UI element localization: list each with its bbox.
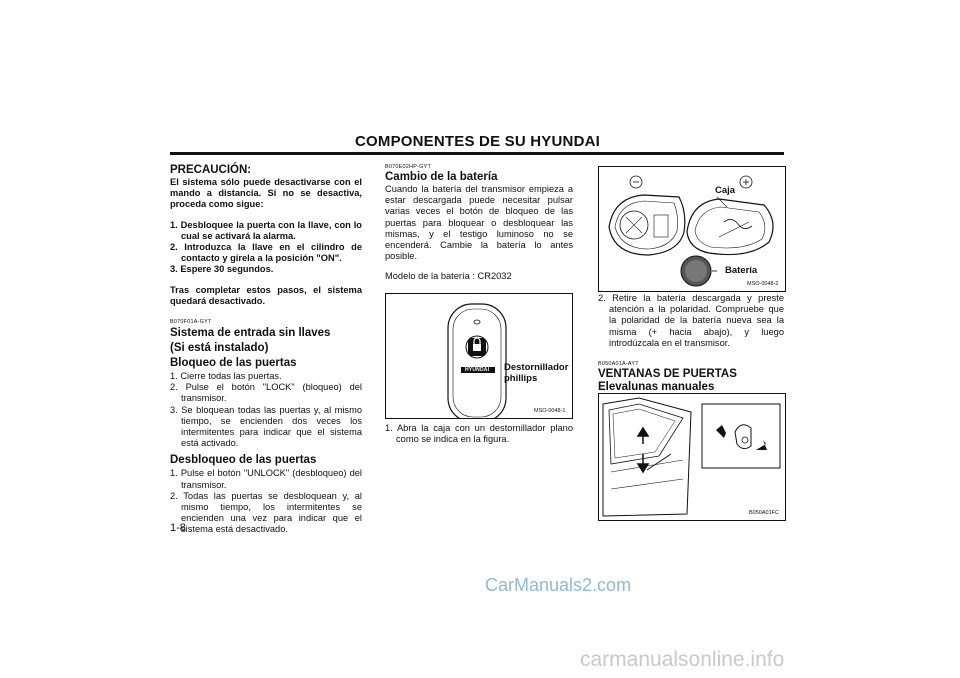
figure-code: B050A01FC: [749, 510, 779, 516]
precaution-step: 2. Introduzca la llave en el cilindro de contacto y gírela a la posición "ON".: [170, 242, 362, 264]
watermark-footer: carmanualsonline.info: [580, 648, 785, 671]
watermark-link[interactable]: CarManuals2.com: [485, 575, 632, 595]
precaution-after: Tras completar estos pasos, el sistema quedará desactivado.: [170, 284, 362, 306]
figure-code: MSO-0048-1: [534, 408, 566, 414]
lock-steps: [170, 371, 362, 449]
precaution-step: 3. Espere 30 segundos.: [170, 264, 274, 275]
step-1-text: 1. Abra la caja con un destornillador plano como se indica en la figura.: [385, 423, 573, 445]
section-code: B070E02HP-GYT: [385, 164, 432, 170]
section-subtitle: (Si está instalado): [170, 342, 269, 355]
lock-title: Bloqueo de las puertas: [170, 357, 297, 370]
lock-step: 3. Se bloquean todas las puertas y, al mismo tiempo, se encienden dos veces los intermitentes para indicar que el sistema está activado.: [170, 404, 362, 449]
lock-step: 2. Pulse el botón "LOCK" (bloqueo) del transmisor.: [170, 382, 362, 404]
battery-paragraph: Cuando la batería del transmisor empieza a estar descargada puede necesitar pulsar varias veces el botón de bloqueo de las puertas para bloquear o desbloquear las mismas, y el testigo luminoso no se encenderá. Cambie la batería lo antes posible.: [385, 184, 573, 262]
section-code: B050A01A-AYT: [598, 361, 639, 368]
column-1: [170, 164, 362, 536]
page-header-title: COMPONENTES DE SU HYUNDAI: [354, 133, 601, 150]
screwdriver-label: Destornillador phillips: [504, 362, 569, 384]
windows-title: VENTANAS DE PUERTAS: [598, 368, 737, 381]
window-crank-figure: [598, 393, 786, 521]
precaution-steps: [170, 220, 362, 276]
column-3: [598, 293, 784, 394]
battery-label: Batería: [725, 265, 758, 276]
battery-title: Cambio de la batería: [385, 171, 498, 183]
section-code: B070F01A-GYT: [170, 319, 212, 326]
unlock-title: Desbloqueo de las puertas: [170, 454, 317, 467]
step-2-text: 2. Retire la batería descargada y preste atención a la polaridad. Compruebe que la polaridad de la batería nueva sea la misma (+ hacia abajo), y luego introdúzcala en el transmisor.: [598, 293, 784, 348]
header-rule: [170, 152, 784, 155]
column-2: [385, 164, 573, 303]
page-number: 1-8: [170, 522, 186, 534]
lock-step: 1. Cierre todas las puertas.: [170, 371, 282, 382]
battery-model: Modelo de la batería : CR2032: [385, 271, 512, 282]
precaution-title: PRECAUCIÓN:: [170, 164, 252, 176]
window-crank-illustration: [599, 394, 785, 520]
case-label: Caja: [715, 185, 736, 196]
key-fob-illustration: [386, 294, 572, 418]
step-1: [385, 423, 573, 445]
precaution-text: El sistema sólo puede desactivarse con el mando a distancia. Si no se desactiva, proceda como sigue:: [170, 177, 362, 210]
section-title: Sistema de entrada sin llaves: [170, 327, 331, 340]
key-fob-figure: [385, 293, 573, 419]
precaution-step: 1. Desbloquee la puerta con la llave, con lo cual se activará la alarma.: [170, 219, 362, 241]
key-brand: HYUNDAI: [465, 367, 490, 373]
battery-case-figure: [598, 166, 786, 292]
unlock-step: 2. Todas las puertas se desbloquean y, al mismo tiempo, los intermitentes se encienden una vez para indicar que el sistema está desactivado.: [170, 490, 362, 535]
unlock-step: 1. Pulse el botón "UNLOCK" (desbloqueo) del transmisor.: [170, 468, 362, 490]
unlock-steps: [170, 468, 362, 535]
windows-subtitle: Elevalunas manuales: [598, 381, 715, 394]
figure-code: MSO-0048-2: [747, 281, 779, 287]
